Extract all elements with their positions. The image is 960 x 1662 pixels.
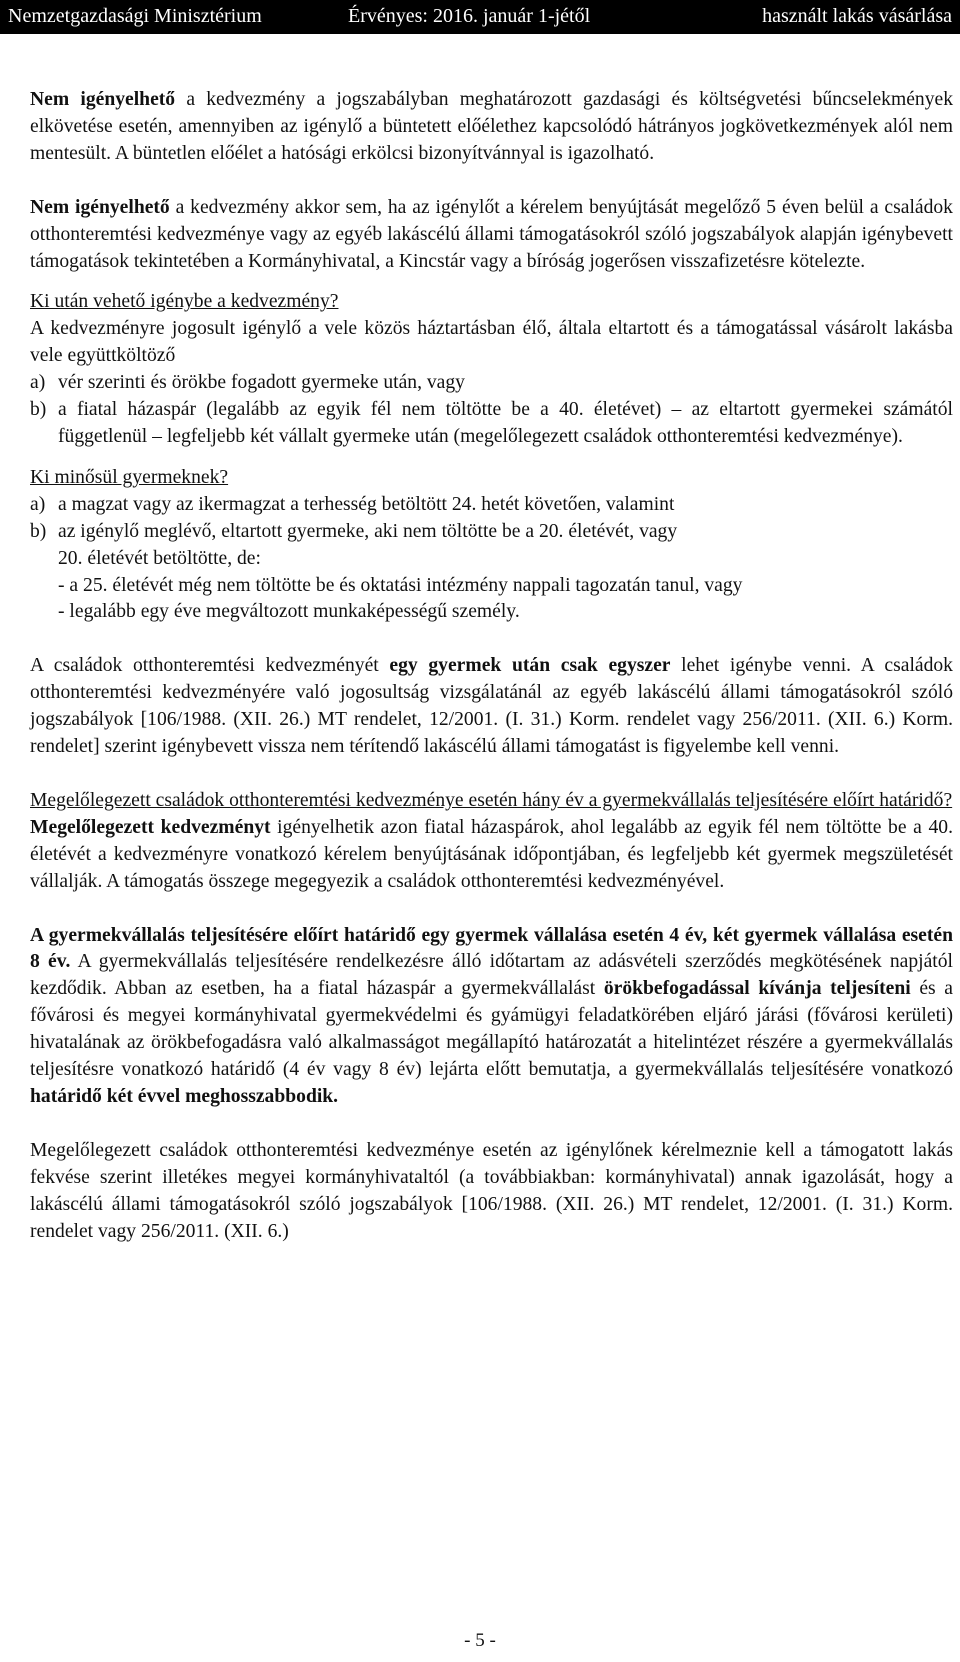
- sub-list-item: - a 25. életévét még nem töltötte be és oktatási intézmény nappali tagozatán tanul, vagy: [58, 574, 743, 596]
- heading-who-eligible: Ki után vehető igénybe a kedvezmény?: [30, 291, 339, 313]
- document-body: [30, 87, 953, 1246]
- paragraph-exclusion-repayment: Nem igényelhető a kedvezmény akkor sem, ha az igénylőt a kérelem benyújtását megelőző 5 éven belül a családok otthonteremtési kedvezménye vagy az egyéb lakáscélú állami támogatásokról szóló jogszabályok alapján igénybevett támogatások tekintetében a Kormányhivatal, a Kincstár vagy a bíróság jogerősen visszafizetésre kötelezte.: [30, 196, 953, 272]
- paragraph-government-office: Megelőlegezett családok otthonteremtési kedvezménye esetén az igénylőnek kérelmeznie kell a támogatott lakás fekvése szerint illetékes megyei kormányhivataltól (a továbbiakban: kormányhivatal) annak igazolását, hogy a lakáscélú állami támogatásokról szóló jogszabályok [106/1988. (XII. 26.) MT rendelet, 12/2001. (I. 31.) Korm. rendelet vagy 256/2011. (XII. 6.): [30, 1139, 953, 1242]
- list-item: b) az igénylő meglévő, eltartott gyermeke, aki nem töltötte be a 20. életévét, vagy: [30, 520, 678, 542]
- list-item: a) a magzat vagy az ikermagzat a terhesség betöltött 24. hetét követően, valamint: [30, 493, 675, 515]
- list-item: a) vér szerinti és örökbe fogadott gyermeke után, vagy: [30, 372, 465, 394]
- header-topic: használt lakás vásárlása: [762, 5, 952, 27]
- header-ministry: Nemzetgazdasági Minisztérium: [8, 5, 262, 27]
- heading-who-is-child: Ki minősül gyermeknek?: [30, 466, 229, 488]
- page-number: - 5 -: [464, 1630, 496, 1651]
- eligibility-intro: A kedvezményre jogosult igénylő a vele közös háztartásban élő, általa eltartott és a támogatással vásárolt lakásba vele együttköltöző: [30, 318, 953, 367]
- list-item-continuation: 20. életévét betöltötte, de:: [58, 547, 261, 569]
- paragraph-deadline: A gyermekvállalás teljesítésére előírt határidő egy gyermek vállalása esetén 4 év, két gyermek vállalása esetén 8 év. A gyermekvállalás teljesítésére rendelkezésre álló időtartam az adásvételi szerződés megkötésének napjától kezdődik. Abban az esetben, ha a fiatal házaspár a gyermekvállalást örökbefogadással kívánja teljesíteni és a fővárosi és megyei kormányhivatal gyermekvédelmi és gyámügyi feladatkörében eljáró járási (fővárosi kerületi) hivatalának az örökbefogadásra való alkalmasságot megállapító határozatát a hitelintézet részére a gyermekvállalás teljesítésre vonatkozó határidő (4 év vagy 8 év) lejárta előtt bemutatja, a gyermekvállalás teljesítésére vonatkozó határidő két évvel meghosszabbodik.: [30, 924, 953, 1107]
- paragraph-once-per-child: A családok otthonteremtési kedvezményét egy gyermek után csak egyszer lehet igénybe venni. A családok otthonteremtési kedvezményére való jogosultság vizsgálatánál az egyéb lakáscélú állami támogatásokról szóló jogszabályok [106/1988. (XII. 26.) MT rendelet, 12/2001. (I. 31.) Korm. rendelet vagy 256/2011. (XII. 6.) Korm. rendelet] szerint igénybevett vissza nem térítendő lakáscélú állami támogatást is figyelembe kell venni.: [30, 655, 953, 758]
- sub-list-item: - legalább egy éve megváltozott munkaképességű személy.: [58, 601, 520, 623]
- paragraph-exclusion-criminal: Nem igényelhető a kedvezmény a jogszabályban meghatározott gazdasági és költségvetési bűncselekmények elkövetése esetén, amennyiben az igénylő a büntetett előélethez kapcsolódó hátrányos jogkövetkezmények alól nem mentesült. A büntetlen előélet a hatósági erkölcsi bizonyítvánnyal is igazolható.: [30, 89, 953, 164]
- header-validity: Érvényes: 2016. január 1-jétől: [348, 5, 591, 27]
- paragraph-advance-benefit: Megelőlegezett kedvezményt igényelhetik azon fiatal házaspárok, ahol legalább az egyik fél nem töltötte be a 40. életévét a kedvezményre vonatkozó kérelem benyújtásának időpontjában, és legfeljebb két gyermek megszületését vállalják. A támogatás összege megegyezik a családok otthonteremtési kedvezményével.: [30, 816, 953, 892]
- page-header: [0, 0, 960, 34]
- heading-deadline-question: Megelőlegezett családok otthonteremtési kedvezménye esetén hány év a gyermekvállalás teljesítésére előírt határidő?: [30, 789, 953, 811]
- list-item: b) a fiatal házaspár (legalább az egyik fél nem töltötte be a 40. életévet) – az eltartott gyermekei számától függetlenül – legfeljebb két vállalt gyermeke után (megelőlegezett családok otthonteremtési kedvezménye).: [30, 399, 953, 447]
